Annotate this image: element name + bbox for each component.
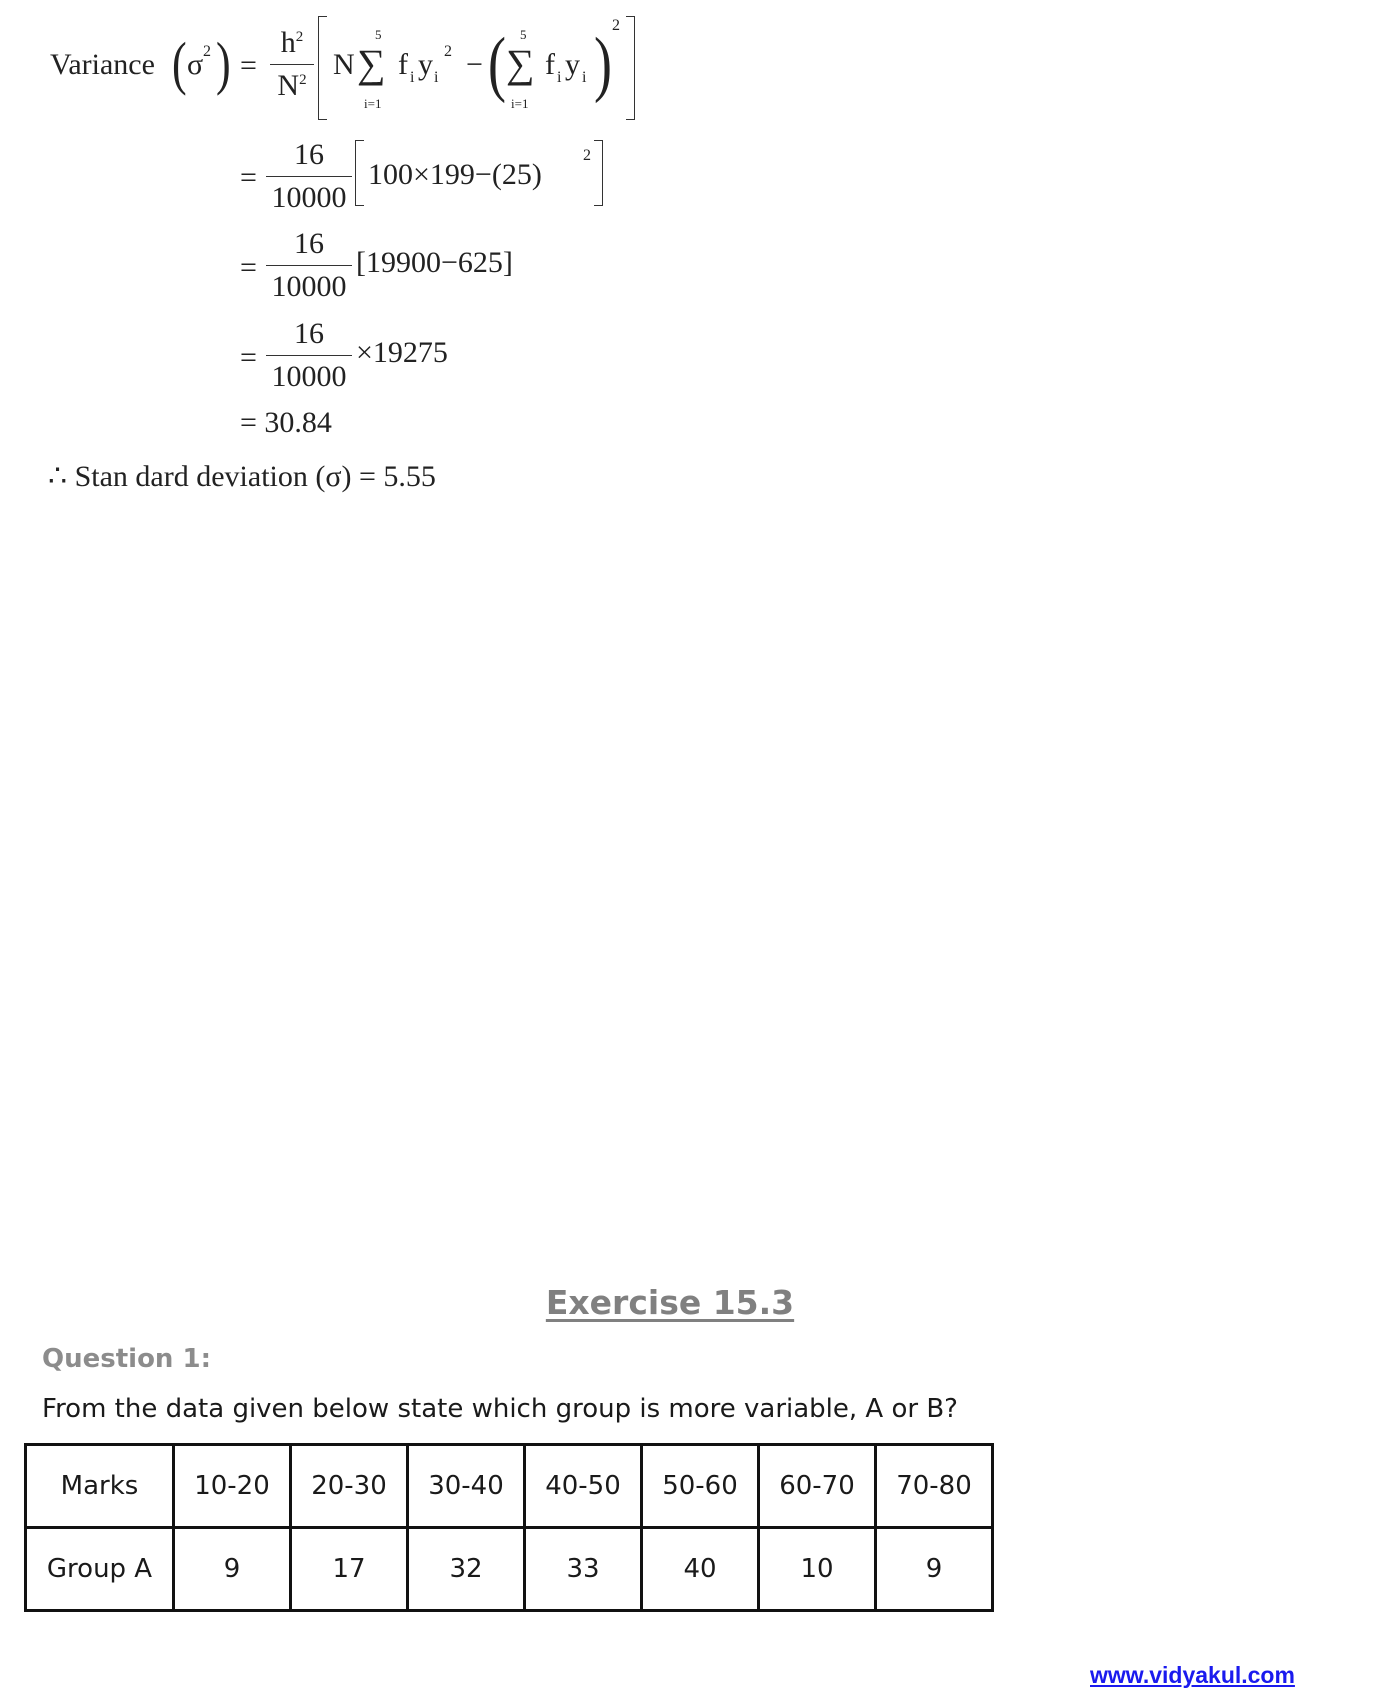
step1-body: 100×199−(25) bbox=[368, 158, 542, 191]
n-factor: N bbox=[333, 48, 355, 81]
step2-equals: = bbox=[240, 251, 257, 284]
y-sub-2: i bbox=[582, 69, 587, 86]
sum2-lower: i=1 bbox=[511, 96, 529, 111]
sigma-symbol: σ bbox=[187, 48, 204, 81]
step2-numerator: 16 bbox=[294, 227, 324, 260]
step1-numerator: 16 bbox=[294, 138, 324, 171]
equals-sign: = bbox=[240, 49, 257, 82]
right-bracket bbox=[626, 16, 635, 120]
f-term: f bbox=[398, 48, 408, 81]
h-symbol: h bbox=[280, 26, 296, 59]
marks-table bbox=[24, 1443, 994, 1612]
inner-left-paren: ( bbox=[488, 22, 506, 104]
step1-left-bracket bbox=[355, 140, 364, 206]
table-cell: 9 bbox=[174, 1528, 291, 1611]
inner-right-paren: ) bbox=[594, 22, 612, 104]
table-cell: 33 bbox=[525, 1528, 642, 1611]
question-text: From the data given below state which group is more variable, A or B? bbox=[42, 1394, 958, 1424]
step3-body: ×19275 bbox=[356, 336, 448, 369]
table-cell: 9 bbox=[876, 1528, 993, 1611]
variance-label: Variance bbox=[50, 48, 155, 81]
step1-equals: = bbox=[240, 161, 257, 194]
right-paren: ) bbox=[216, 30, 231, 97]
table-cell: 40 bbox=[642, 1528, 759, 1611]
y-exponent: 2 bbox=[444, 43, 452, 60]
table-cell: 10-20 bbox=[174, 1445, 291, 1528]
step1-denominator: 10000 bbox=[271, 181, 347, 214]
table-cell: 40-50 bbox=[525, 1445, 642, 1528]
step1-right-bracket bbox=[594, 140, 603, 206]
question-label: Question 1: bbox=[42, 1344, 211, 1374]
variance-result: = 30.84 bbox=[240, 406, 332, 439]
step2-denominator: 10000 bbox=[271, 270, 347, 303]
table-cell: Marks bbox=[26, 1445, 174, 1528]
y-sub: i bbox=[434, 69, 439, 86]
table-cell: 70-80 bbox=[876, 1445, 993, 1528]
table-cell: Group A bbox=[26, 1528, 174, 1611]
sum2-upper: 5 bbox=[520, 27, 527, 42]
f-sub-2: i bbox=[557, 69, 562, 86]
step3-fraction bbox=[266, 319, 352, 392]
table-cell: 32 bbox=[408, 1528, 525, 1611]
f-sub: i bbox=[410, 69, 415, 86]
left-paren: ( bbox=[172, 30, 187, 97]
y-term-2: y bbox=[565, 48, 580, 81]
h-exponent: 2 bbox=[295, 29, 304, 45]
table-cell: 17 bbox=[291, 1528, 408, 1611]
exercise-title: Exercise 15.3 bbox=[545, 1283, 795, 1322]
step2-fraction bbox=[266, 229, 352, 302]
step3-denominator: 10000 bbox=[271, 360, 347, 393]
n-symbol: N bbox=[277, 69, 300, 102]
y-term: y bbox=[418, 48, 433, 81]
table-row bbox=[26, 1528, 993, 1611]
sum1-symbol: ∑ bbox=[357, 41, 386, 86]
left-bracket bbox=[318, 16, 327, 120]
vidyakul-link[interactable]: www.vidyakul.com bbox=[1090, 1662, 1295, 1688]
table-cell: 50-60 bbox=[642, 1445, 759, 1528]
table-cell: 60-70 bbox=[759, 1445, 876, 1528]
minus-sign: − bbox=[466, 48, 483, 81]
sigma-exponent: 2 bbox=[203, 43, 211, 60]
sum1-upper: 5 bbox=[375, 27, 382, 42]
h2-over-n2 bbox=[270, 28, 314, 101]
f-term-2: f bbox=[545, 48, 555, 81]
inner-exponent: 2 bbox=[612, 17, 620, 34]
std-dev-result: ∴ Stan dard deviation (σ) = 5.55 bbox=[48, 460, 436, 493]
step3-equals: = bbox=[240, 341, 257, 374]
table-cell: 10 bbox=[759, 1528, 876, 1611]
sum2-symbol: ∑ bbox=[506, 41, 535, 86]
table-cell: 30-40 bbox=[408, 1445, 525, 1528]
n-exponent: 2 bbox=[299, 72, 307, 88]
sum1-lower: i=1 bbox=[364, 96, 382, 111]
step3-numerator: 16 bbox=[294, 317, 324, 350]
step2-body: [19900−625] bbox=[356, 246, 513, 279]
table-header-row bbox=[26, 1445, 993, 1528]
step1-exponent: 2 bbox=[583, 147, 591, 164]
table-cell: 20-30 bbox=[291, 1445, 408, 1528]
step1-fraction bbox=[266, 140, 352, 213]
